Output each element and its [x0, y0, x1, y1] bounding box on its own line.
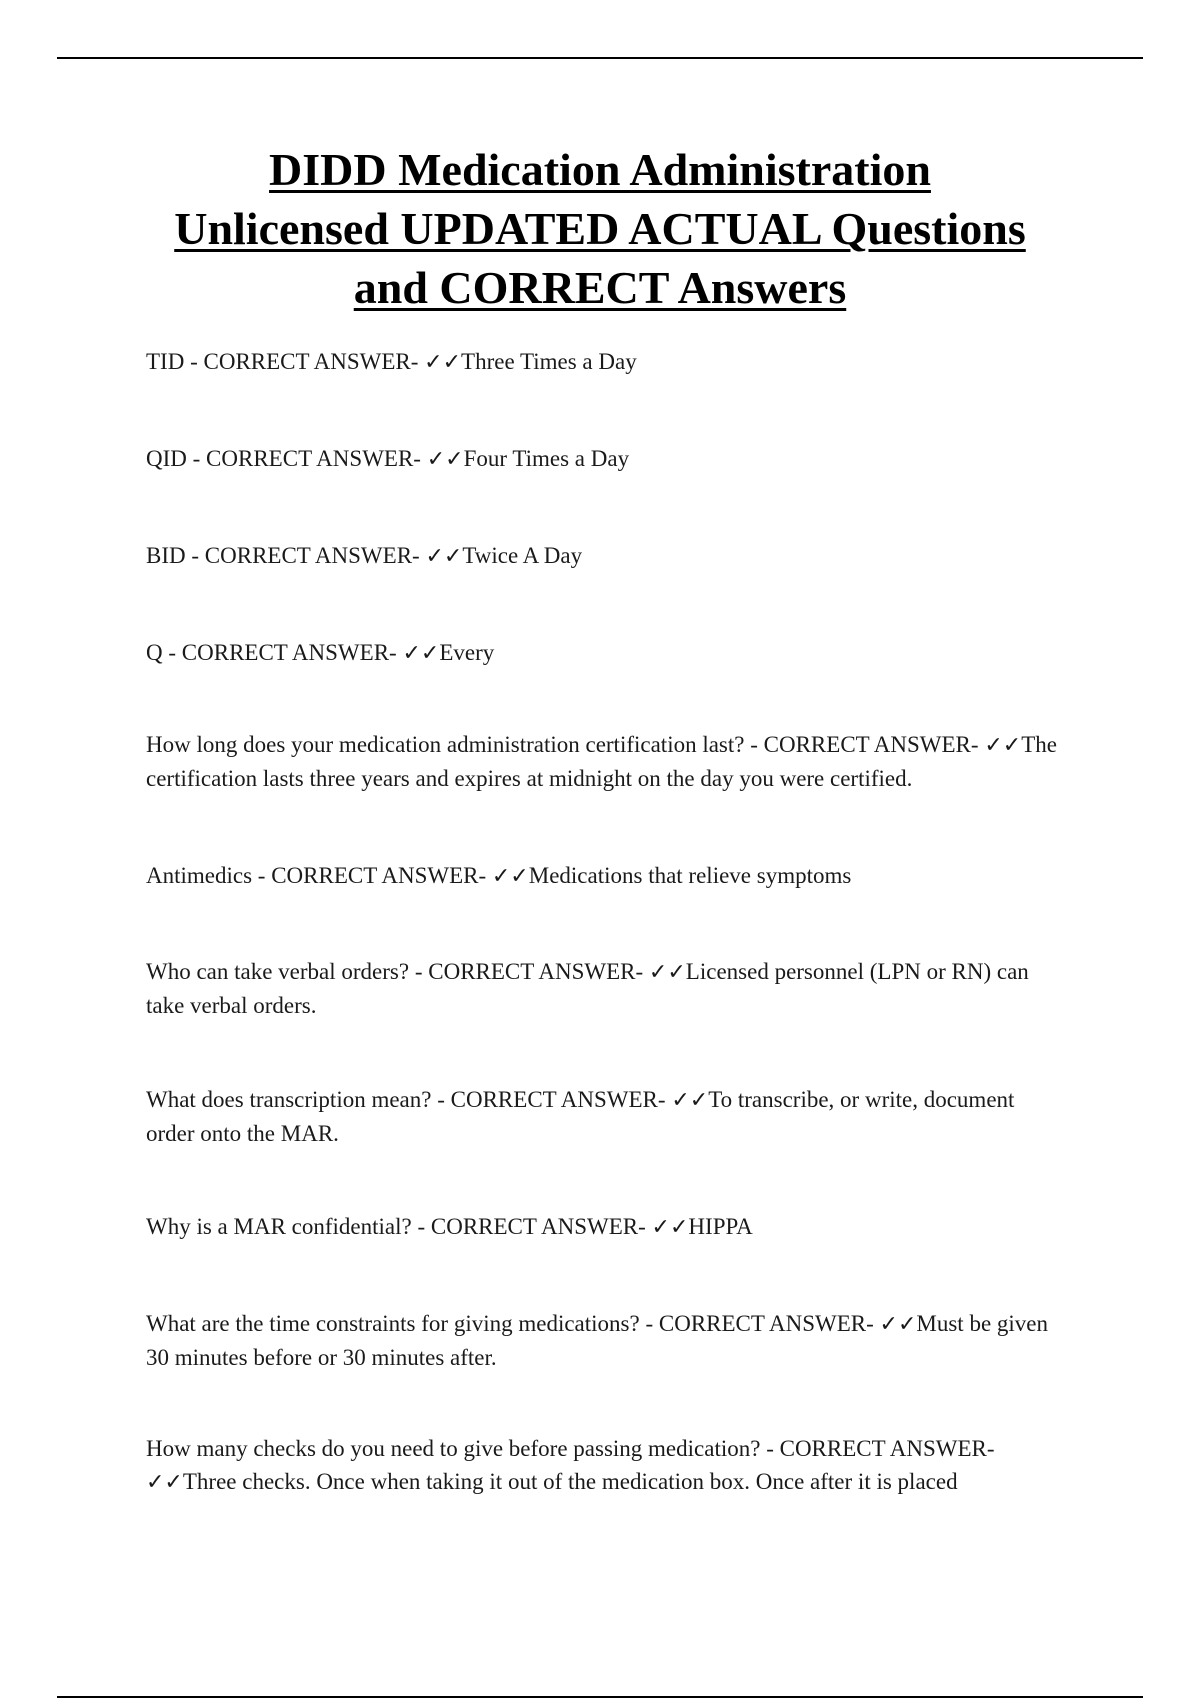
qa-item-certification: How long does your medication administration certification last? - CORRECT ANSWER- ✓✓The certification lasts three years and expires at midnight on the day you were certified.	[146, 732, 1057, 791]
bottom-rule	[57, 1696, 1143, 1698]
check-icon: ✓✓	[651, 1215, 689, 1240]
check-icon: ✓✓	[671, 1088, 709, 1113]
qa-item-antimedics: Antimedics - CORRECT ANSWER- ✓✓Medications that relieve symptoms	[146, 863, 852, 889]
check-icon: ✓✓	[491, 864, 529, 889]
check-icon: ✓✓	[402, 641, 440, 666]
check-icon: ✓✓	[984, 733, 1022, 758]
qa-item-time-constraints: What are the time constraints for giving medications? - CORRECT ANSWER- ✓✓Must be given 30 minutes before or 30 minutes after.	[146, 1311, 1049, 1370]
document-title	[0, 140, 1200, 317]
title-line-2: Unlicensed UPDATED ACTUAL Questions	[174, 203, 1026, 254]
check-icon: ✓✓	[425, 544, 463, 569]
qa-item-bid: BID - CORRECT ANSWER- ✓✓Twice A Day	[146, 543, 583, 569]
qa-item-q: Q - CORRECT ANSWER- ✓✓Every	[146, 640, 495, 666]
top-rule	[57, 57, 1143, 59]
check-icon: ✓✓	[426, 447, 464, 472]
check-icon: ✓✓	[648, 960, 686, 985]
check-icon: ✓✓	[146, 1470, 183, 1495]
qa-item-qid: QID - CORRECT ANSWER- ✓✓Four Times a Day	[146, 446, 630, 472]
title-line-3: and CORRECT Answers	[353, 262, 847, 313]
check-icon: ✓✓	[424, 350, 462, 375]
qa-item-mar-confidential: Why is a MAR confidential? - CORRECT ANSWER- ✓✓HIPPA	[146, 1214, 753, 1240]
check-icon: ✓✓	[879, 1312, 917, 1337]
qa-item-checks: How many checks do you need to give before passing medication? - CORRECT ANSWER- ✓✓Three checks. Once when taking it out of the medication box. Once after it is placed	[146, 1436, 995, 1495]
qa-item-tid: TID - CORRECT ANSWER- ✓✓Three Times a Day	[146, 349, 637, 375]
qa-item-verbal-orders: Who can take verbal orders? - CORRECT ANSWER- ✓✓Licensed personnel (LPN or RN) can take verbal orders.	[146, 959, 1029, 1018]
qa-item-transcription: What does transcription mean? - CORRECT ANSWER- ✓✓To transcribe, or write, document order onto the MAR.	[146, 1087, 1015, 1146]
title-line-1: DIDD Medication Administration	[269, 144, 931, 195]
